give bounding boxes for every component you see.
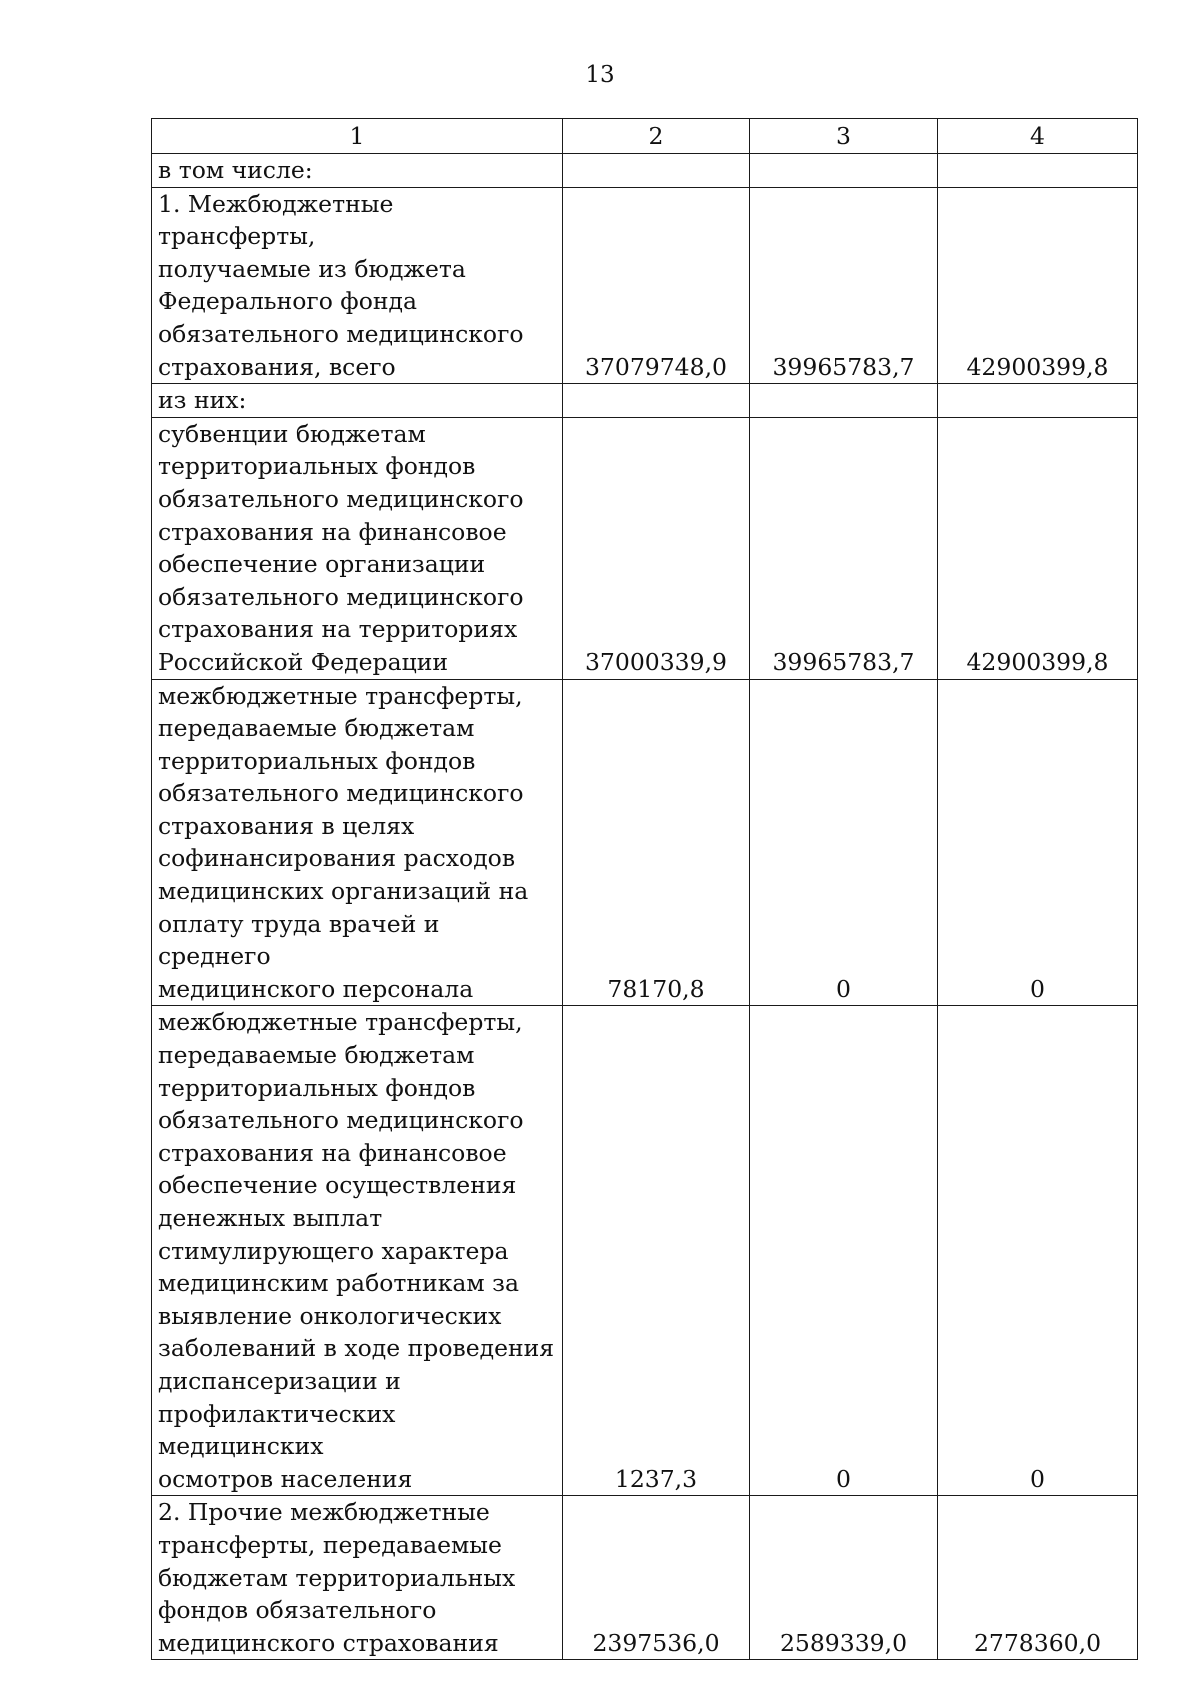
row-label-line: обеспечение осуществления	[158, 1171, 517, 1200]
row-label-line: страхования, всего	[158, 352, 396, 381]
row-label-line: медицинским работникам за	[158, 1269, 519, 1298]
row-label-line: обязательного медицинского	[158, 484, 524, 513]
table-row	[152, 417, 1138, 679]
value-cell-col2: 37000339,9	[563, 417, 750, 679]
table-body	[152, 154, 1138, 1660]
budget-table	[151, 118, 1138, 1660]
value-cell-col2: 78170,8	[563, 679, 750, 1006]
column-number-row	[152, 119, 1138, 154]
row-label	[152, 384, 563, 418]
row-label-line: обеспечение организации	[158, 550, 486, 579]
table-row	[152, 1496, 1138, 1660]
value-cell-col3	[750, 384, 938, 418]
row-label-line: из них:	[158, 386, 247, 415]
table-row	[152, 384, 1138, 418]
row-label-line: медицинских организаций на	[158, 877, 529, 906]
column-header: 1	[152, 119, 563, 154]
row-label-line: обязательного медицинского	[158, 1106, 524, 1135]
row-label-line: передаваемые бюджетам	[158, 1041, 475, 1070]
row-label-line: осмотров населения	[158, 1464, 413, 1493]
row-label-line: территориальных фондов	[158, 746, 476, 775]
value-cell-col3: 0	[750, 1006, 938, 1496]
row-label-line: софинансирования расходов	[158, 844, 516, 873]
value-cell-col4: 2778360,0	[938, 1496, 1138, 1660]
page-number: 13	[585, 62, 615, 88]
value-cell-col3: 2589339,0	[750, 1496, 938, 1660]
table-row	[152, 679, 1138, 1006]
row-label-line: 1. Межбюджетные трансферты,	[158, 189, 394, 251]
row-label-line: страхования на территориях	[158, 615, 518, 644]
row-label	[152, 1006, 563, 1496]
value-cell-col3: 0	[750, 679, 938, 1006]
table-row	[152, 187, 1138, 384]
row-label-line: денежных выплат	[158, 1204, 383, 1232]
row-label-line: оплату труда врачей и среднего	[158, 909, 440, 971]
row-label-line: страхования на финансовое	[158, 1138, 507, 1167]
row-label-line: медицинского персонала	[158, 974, 474, 1003]
value-cell-col4: 42900399,8	[938, 417, 1138, 679]
column-header: 4	[938, 119, 1138, 154]
value-cell-col4: 42900399,8	[938, 187, 1138, 384]
row-label-line: субвенции бюджетам	[158, 419, 426, 448]
row-label-line: территориальных фондов	[158, 1073, 476, 1102]
row-label-line: межбюджетные трансферты,	[158, 1008, 523, 1037]
row-label-line: в том числе:	[158, 156, 313, 184]
value-cell-col4	[938, 154, 1138, 188]
column-header: 3	[750, 119, 938, 154]
row-label	[152, 154, 563, 188]
row-label-line: передаваемые бюджетам	[158, 714, 475, 743]
row-label-line: страхования в целях	[158, 811, 415, 840]
row-label-line: бюджетам территориальных	[158, 1563, 516, 1592]
value-cell-col2	[563, 154, 750, 188]
value-cell-col4: 0	[938, 1006, 1138, 1496]
row-label-line: обязательного медицинского	[158, 319, 524, 348]
row-label-line: страхования на финансовое	[158, 517, 507, 546]
row-label-line: Российской Федерации	[158, 647, 449, 676]
row-label-line: выявление онкологических	[158, 1301, 502, 1330]
value-cell-col4	[938, 384, 1138, 418]
column-header: 2	[563, 119, 750, 154]
table-row	[152, 154, 1138, 188]
row-label-line: получаемые из бюджета	[158, 254, 466, 283]
row-label	[152, 417, 563, 679]
row-label	[152, 187, 563, 384]
value-cell-col2: 2397536,0	[563, 1496, 750, 1660]
value-cell-col2	[563, 384, 750, 418]
value-cell-col3: 39965783,7	[750, 417, 938, 679]
row-label-line: обязательного медицинского	[158, 779, 524, 808]
value-cell-col2: 1237,3	[563, 1006, 750, 1496]
row-label-line: межбюджетные трансферты,	[158, 681, 523, 710]
row-label-line: трансферты, передаваемые	[158, 1530, 502, 1559]
row-label	[152, 1496, 563, 1660]
row-label-line: обязательного медицинского	[158, 582, 524, 611]
value-cell-col2: 37079748,0	[563, 187, 750, 384]
value-cell-col3: 39965783,7	[750, 187, 938, 384]
value-cell-col3	[750, 154, 938, 188]
row-label-line: диспансеризации и	[158, 1366, 401, 1395]
row-label-line: территориальных фондов	[158, 452, 476, 481]
row-label-line: заболеваний в ходе проведения	[158, 1334, 555, 1363]
row-label-line: фондов обязательного	[158, 1596, 437, 1625]
row-label	[152, 679, 563, 1006]
row-label-line: Федерального фонда	[158, 287, 417, 316]
row-label-line: 2. Прочие межбюджетные	[158, 1498, 490, 1527]
row-label-line: медицинского страхования	[158, 1628, 499, 1657]
row-label-line: профилактических медицинских	[158, 1399, 396, 1461]
value-cell-col4: 0	[938, 679, 1138, 1006]
row-label-line: стимулирующего характера	[158, 1236, 509, 1265]
table-row	[152, 1006, 1138, 1496]
